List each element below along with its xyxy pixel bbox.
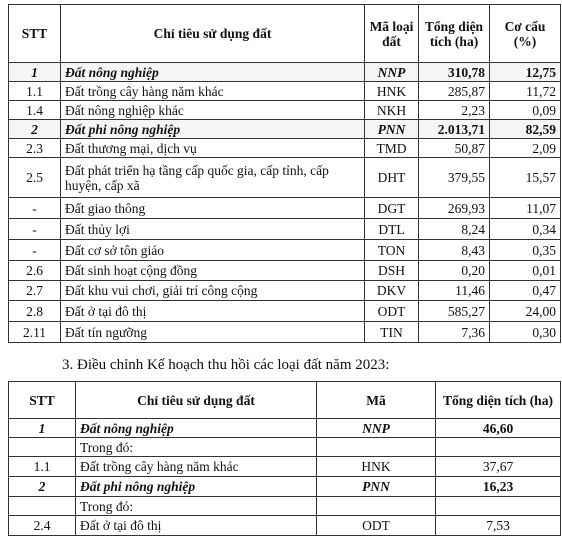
row-stt: 2.5 xyxy=(9,158,61,198)
land-recovery-table xyxy=(8,381,561,536)
table-row xyxy=(9,198,561,219)
row-code: DSH xyxy=(365,261,419,281)
table-row xyxy=(9,301,561,322)
row-stt xyxy=(9,438,76,457)
table-row xyxy=(9,281,561,301)
row-area: 50,87 xyxy=(419,139,490,158)
table-row xyxy=(9,516,561,536)
row-name: Đất giao thông xyxy=(61,198,365,219)
row-area: 37,67 xyxy=(436,457,561,477)
row-stt: 2.4 xyxy=(9,516,76,536)
row-stt: 1.1 xyxy=(9,82,61,101)
row-code: ODT xyxy=(365,301,419,322)
row-name: Đất sinh hoạt cộng đồng xyxy=(61,261,365,281)
col-header-code: Mã loại đất xyxy=(365,5,419,63)
row-stt: - xyxy=(9,219,61,240)
row-ratio: 2,09 xyxy=(490,139,561,158)
row-code: HNK xyxy=(317,457,436,477)
row-name: Đất nông nghiệp xyxy=(61,63,365,82)
row-name: Đất khu vui chơi, giải trí công cộng xyxy=(61,281,365,301)
row-name: Đất thương mại, dịch vụ xyxy=(61,139,365,158)
row-stt: 1.1 xyxy=(9,457,76,477)
row-code: NNP xyxy=(365,63,419,82)
row-area: 2.013,71 xyxy=(419,120,490,139)
table-row xyxy=(9,139,561,158)
col-header-stt: STT xyxy=(9,382,76,419)
row-area: 585,27 xyxy=(419,301,490,322)
row-stt: 1.4 xyxy=(9,101,61,120)
col-header-name: Chỉ tiêu sử dụng đất xyxy=(76,382,317,419)
row-code: ODT xyxy=(317,516,436,536)
row-area: 8,43 xyxy=(419,240,490,261)
row-stt: 1 xyxy=(9,419,76,438)
row-area: 2,23 xyxy=(419,101,490,120)
section-caption: 3. Điều chỉnh Kế hoạch thu hồi các loại đất năm 2023: xyxy=(62,357,390,373)
row-code: DTL xyxy=(365,219,419,240)
row-area: 310,78 xyxy=(419,63,490,82)
col-header-stt: STT xyxy=(9,5,61,63)
row-name: Đất ở tại đô thị xyxy=(61,301,365,322)
row-ratio: 12,75 xyxy=(490,63,561,82)
row-name: Đất trồng cây hàng năm khác xyxy=(76,457,317,477)
table-row xyxy=(9,438,561,457)
table-row xyxy=(9,82,561,101)
table-row xyxy=(9,261,561,281)
row-name: Đất trồng cây hàng năm khác xyxy=(61,82,365,101)
row-ratio: 82,59 xyxy=(490,120,561,139)
row-stt: 2.11 xyxy=(9,322,61,343)
row-stt xyxy=(9,497,76,516)
row-name: Đất tín ngưỡng xyxy=(61,322,365,343)
row-name: Đất ở tại đô thị xyxy=(76,516,317,536)
table-row xyxy=(9,219,561,240)
row-name: Trong đó: xyxy=(76,438,317,457)
row-code: NKH xyxy=(365,101,419,120)
row-area xyxy=(436,497,561,516)
row-stt: 1 xyxy=(9,63,61,82)
row-ratio: 0,09 xyxy=(490,101,561,120)
row-code: TON xyxy=(365,240,419,261)
row-code: DGT xyxy=(365,198,419,219)
land-use-table xyxy=(8,4,561,343)
row-code: DKV xyxy=(365,281,419,301)
row-stt: 2.8 xyxy=(9,301,61,322)
row-area: 11,46 xyxy=(419,281,490,301)
row-name: Đất thủy lợi xyxy=(61,219,365,240)
row-code: PNN xyxy=(365,120,419,139)
row-name: Đất nông nghiệp khác xyxy=(61,101,365,120)
row-code: NNP xyxy=(317,419,436,438)
row-ratio: 0,30 xyxy=(490,322,561,343)
row-stt: 2.6 xyxy=(9,261,61,281)
row-stt: 2.7 xyxy=(9,281,61,301)
col-header-name: Chỉ tiêu sử dụng đất xyxy=(61,5,365,63)
table-row xyxy=(9,240,561,261)
row-name: Đất cơ sở tôn giáo xyxy=(61,240,365,261)
row-stt: 2 xyxy=(9,120,61,139)
table-row xyxy=(9,158,561,198)
row-code: DHT xyxy=(365,158,419,198)
row-area: 269,93 xyxy=(419,198,490,219)
table-row xyxy=(9,101,561,120)
row-ratio: 24,00 xyxy=(490,301,561,322)
row-name: Đất phi nông nghiệp xyxy=(76,477,317,497)
col-header-area: Tổng diện tích (ha) xyxy=(436,382,561,419)
table-row xyxy=(9,120,561,139)
table-row xyxy=(9,63,561,82)
row-ratio: 11,07 xyxy=(490,198,561,219)
row-stt: - xyxy=(9,198,61,219)
row-code: TMD xyxy=(365,139,419,158)
col-header-code: Mã xyxy=(317,382,436,419)
row-area: 46,60 xyxy=(436,419,561,438)
row-area: 285,87 xyxy=(419,82,490,101)
row-ratio: 15,57 xyxy=(490,158,561,198)
row-ratio: 0,47 xyxy=(490,281,561,301)
table-row xyxy=(9,477,561,497)
row-area: 379,55 xyxy=(419,158,490,198)
row-ratio: 0,01 xyxy=(490,261,561,281)
row-code xyxy=(317,438,436,457)
row-ratio: 0,35 xyxy=(490,240,561,261)
row-ratio: 0,34 xyxy=(490,219,561,240)
row-code: TIN xyxy=(365,322,419,343)
row-area: 16,23 xyxy=(436,477,561,497)
table-row xyxy=(9,457,561,477)
table-row xyxy=(9,419,561,438)
row-area: 0,20 xyxy=(419,261,490,281)
row-area: 7,36 xyxy=(419,322,490,343)
row-code: HNK xyxy=(365,82,419,101)
row-area xyxy=(436,438,561,457)
row-code: PNN xyxy=(317,477,436,497)
row-ratio: 11,72 xyxy=(490,82,561,101)
row-stt: - xyxy=(9,240,61,261)
table-row xyxy=(9,322,561,343)
row-stt: 2 xyxy=(9,477,76,497)
row-stt: 2.3 xyxy=(9,139,61,158)
table-row xyxy=(9,497,561,516)
row-name: Đất nông nghiệp xyxy=(76,419,317,438)
row-area: 7,53 xyxy=(436,516,561,536)
row-code xyxy=(317,497,436,516)
row-area: 8,24 xyxy=(419,219,490,240)
row-name: Đất phi nông nghiệp xyxy=(61,120,365,139)
col-header-area: Tổng diện tích (ha) xyxy=(419,5,490,63)
col-header-ratio: Cơ cấu (%) xyxy=(490,5,561,63)
row-name: Trong đó: xyxy=(76,497,317,516)
row-name: Đất phát triển hạ tầng cấp quốc gia, cấp tỉnh, cấp huyện, cấp xã xyxy=(61,158,365,198)
